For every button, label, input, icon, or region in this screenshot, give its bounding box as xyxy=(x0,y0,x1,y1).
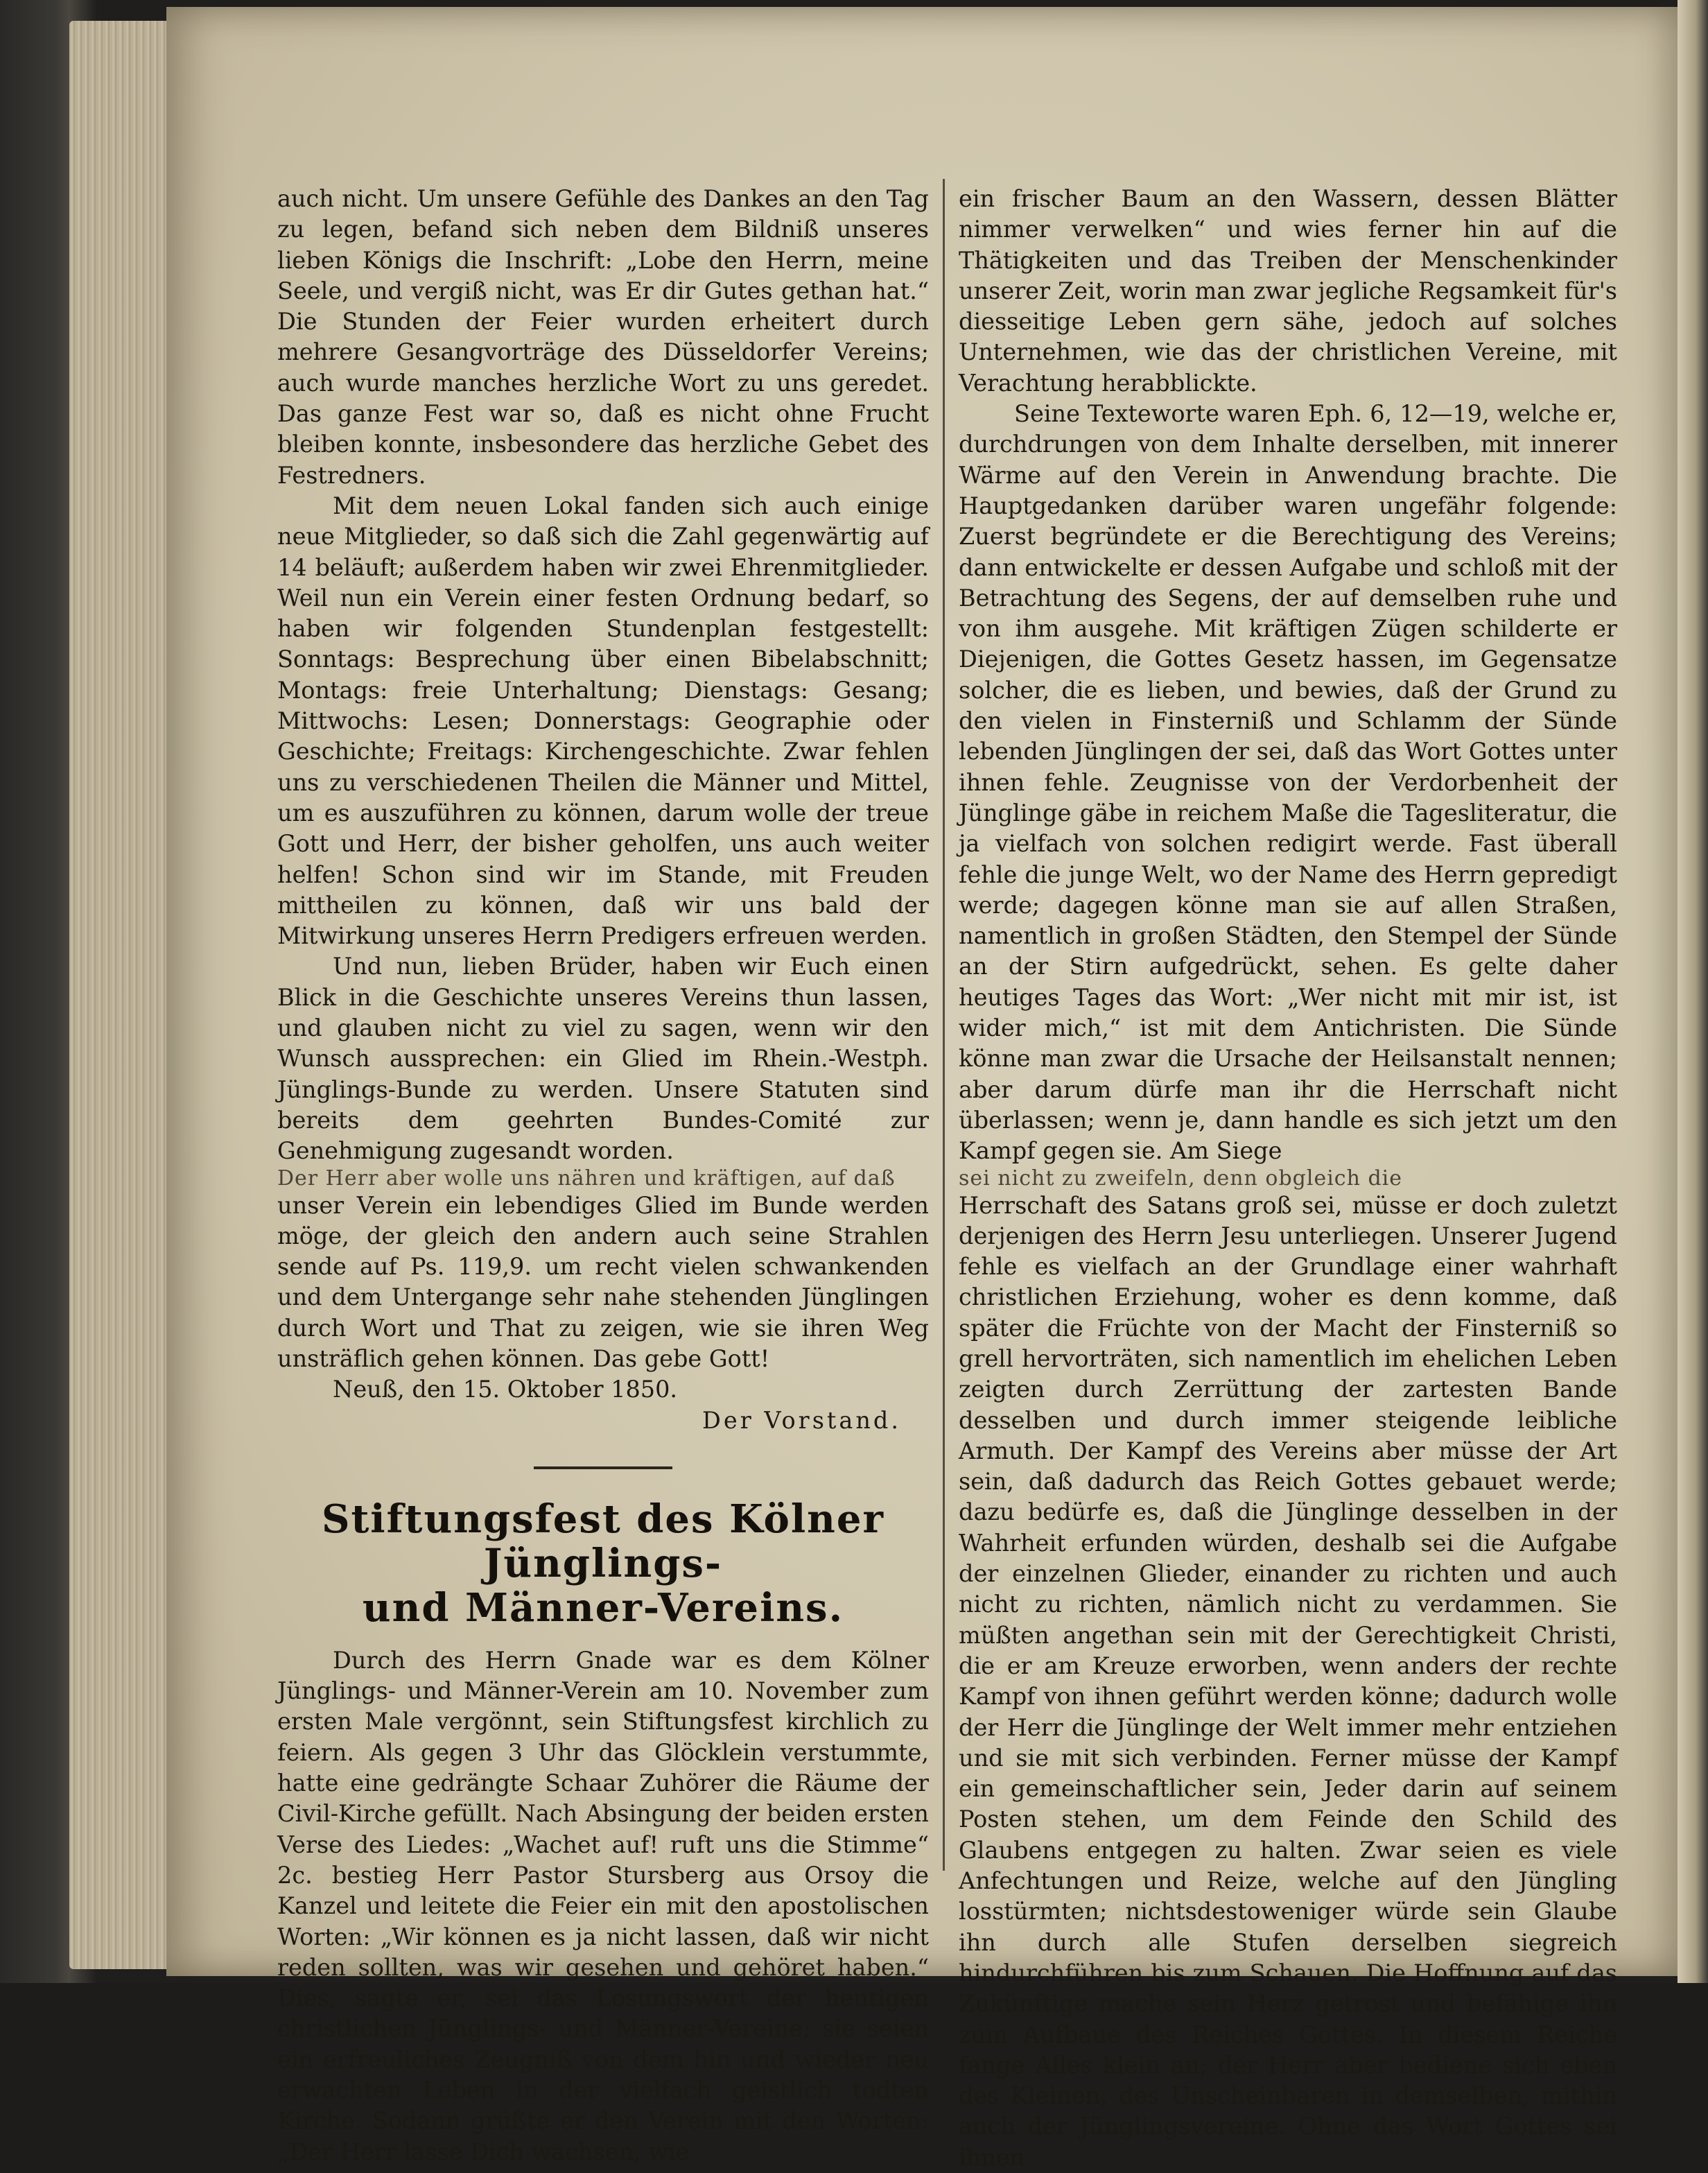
dateline: Neuß, den 15. Oktober 1850. xyxy=(277,1374,929,1405)
next-page-edge xyxy=(1678,0,1708,1983)
section-divider xyxy=(534,1466,672,1469)
right-column xyxy=(959,184,1617,2173)
faded-print-line: Der Herr aber wolle uns nähren und kräftigen, auf daß xyxy=(277,1167,929,1191)
left-column xyxy=(277,184,929,2167)
paragraph: Seine Texteworte waren Eph. 6, 12—19, welche er, durchdrungen von dem Inhalte derselben, mit innerer Wärme auf den Verein in Anwendung brachte. Die Hauptgedanken darüber waren ungefähr folgende: Zuerst begründete er die Berechtigung des Vereins; dann entwickelte er dessen Aufgabe und schloß mit der Betrachtung des Segens, der auf demselben ruhe und von ihm ausgehe. Mit kräftigen Zügen schilderte er Diejenigen, die Gottes Gesetz hassen, im Gegensatze solcher, die es lieben, und bewies, daß der Grund zu den vielen in Finsterniß und Schlamm der Sünde lebenden Jünglingen der sei, daß das Wort Gottes unter ihnen fehle. Zeugnisse von der Verdorbenheit der Jünglinge gäbe in reichem Maße die Tagesliteratur, die ja vielfach von solchen redigirt werde. Fast überall fehle die junge Welt, wo der Name des Herrn gepredigt werde; dagegen könne man sie auf allen Straßen, namentlich in großen Städten, den Stempel der Sünde an der Stirn aufgedrückt, sehen. Es gelte daher heutiges Tages das Wort: „Wer nicht mit mir ist, ist wider mich,“ ist mit dem Antichristen. Die Sünde könne man zwar die Ursache der Heilsanstalt nennen; aber darum dürfe man ihr die Herrschaft nicht überlassen; wenn je, dann handle es sich jetzt um den Kampf gegen sie. Am Siege xyxy=(959,399,1617,1166)
paragraph: unser Verein ein lebendiges Glied im Bunde werden möge, der gleich den andern auch seine Strahlen sende auf Ps. 119,9. um recht vielen schwankenden und dem Untergange sehr nahe stehenden Jünglingen durch Wort und That zu zeigen, wie sie ihren Weg unsträflich gehen können. Das gebe Gott! xyxy=(277,1191,929,1375)
paragraph: Mit dem neuen Lokal fanden sich auch einige neue Mitglieder, so daß sich die Zahl gegenwärtig auf 14 beläuft; außerdem haben wir zwei Ehrenmitglieder. Weil nun ein Verein einer festen Ordnung bedarf, so haben wir folgenden Stundenplan festgestellt: Sonntags: Besprechung über einen Bibelabschnitt; Montags: freie Unterhaltung; Dienstags: Gesang; Mittwochs: Lesen; Donnerstags: Geographie oder Geschichte; Freitags: Kirchengeschichte. Zwar fehlen uns zu verschiedenen Theilen die Männer und Mittel, um es auszuführen zu können, darum wolle der treue Gott und Herr, der bisher geholfen, uns auch weiter helfen! Schon sind wir im Stande, mit Freuden mittheilen zu können, daß wir uns bald der Mitwirkung unseres Herrn Predigers erfreuen werden. xyxy=(277,491,929,951)
heading-line: und Männer-Vereins. xyxy=(277,1586,929,1630)
heading-line: Stiftungsfest des Kölner Jünglings- xyxy=(277,1497,929,1586)
paragraph: Und nun, lieben Brüder, haben wir Euch einen Blick in die Geschichte unseres Vereins thun lassen, und glauben nicht zu viel zu sagen, wenn wir den Wunsch aussprechen: ein Glied im Rhein.-Westph. Jünglings-Bunde zu werden. Unsere Statuten sind bereits dem geehrten Bundes-Comité zur Genehmigung zugesandt worden. xyxy=(277,951,929,1166)
article-heading xyxy=(277,1497,929,1630)
paragraph: Durch des Herrn Gnade war es dem Kölner Jünglings- und Männer-Verein am 10. November zum ersten Male vergönnt, sein Stiftungsfest kirchlich zu feiern. Als gegen 3 Uhr das Glöcklein verstummte, hatte eine gedrängte Schaar Zuhörer die Räume der Civil-Kirche gefüllt. Nach Absingung der beiden ersten Verse des Liedes: „Wachet auf! ruft uns die Stimme“ 2c. bestieg Herr Pastor Stursberg aus Orsoy die Kanzel und leitete die Feier ein mit den apostolischen Worten: „Wir können es ja nicht lassen, daß wir nicht reden sollten, was wir gesehen und gehöret haben.“ Dies, sagte er, sei das Losungswort der heutigen christlichen Jünglings- und Männer-Vereine; sie seien ein erfreuliches Zeugniß von dem hin und wieder neu erwachten Leben in der vielfach geistlich todten Kirche. Sodann grüßte er den Verein mit den Worten: „Der Herr lasse Dich wachsen, wie xyxy=(277,1645,929,2167)
faded-print-line: sei nicht zu zweifeln, denn obgleich die xyxy=(959,1167,1617,1191)
paragraph: auch nicht. Um unsere Gefühle des Dankes an den Tag zu legen, befand sich neben dem Bildniß unseres lieben Königs die Inschrift: „Lobe den Herrn, meine Seele, und vergiß nicht, was Er dir Gutes gethan hat.“ Die Stunden der Feier wurden erheitert durch mehrere Gesangvorträge des Düsseldorfer Vereins; auch wurde manches herzliche Wort zu uns geredet. Das ganze Fest war so, daß es nicht ohne Frucht bleiben konnte, insbesondere das herzliche Gebet des Festredners. xyxy=(277,184,929,491)
paragraph: Herrschaft des Satans groß sei, müsse er doch zuletzt derjenigen des Herrn Jesu unterliegen. Unserer Jugend fehle es vielfach an der Grundlage einer wahrhaft christlichen Erziehung, woher es denn komme, daß später die Früchte von der Macht der Finsterniß so grell hervorträten, sich namentlich im ehelichen Leben zeigten durch Zerrüttung der zartesten Bande desselben und durch immer steigende leibliche Armuth. Der Kampf des Vereins aber müsse der Art sein, daß dadurch das Reich Gottes gebauet werde; dazu bedürfe es, daß die Jünglinge desselben in der Wahrheit erfunden würden, deshalb sei die Aufgabe der einzelnen Glieder, einander zu richten und auch nicht zu richten, nämlich nicht zu verdammen. Sie müßten angethan sein mit der Gerechtigkeit Christi, die er am Kreuze erworben, wenn anders der rechte Kampf von ihnen geführt werden könne; dadurch wolle der Herr die Jünglinge der Welt immer mehr entziehen und sie mit sich verbinden. Ferner müsse der Kampf ein gemeinschaftlicher sein, Jeder darin auf seinem Posten stehen, um dem Feinde den Schild des Glaubens entgegen zu halten. Zwar seien es viele Anfechtungen und Reize, welche auf den Jüngling losstürmten; nichtsdestoweniger würde sein Glaube ihn durch alle Stufen derselben siegreich hindurchführen bis zum Schauen. Die Hoffnung auf das Zukünftige mache sein Herz getrost und befähige ihn zum Aufbaue des Reiches Gottes. In diesem Reiche fange Alles klein an; der Herr aber bediene sich eben des Kleinen, des Unscheinbaren in demselben, mithin auch der Jünglingsvereine. Ohne das Wort Gottes sei ihnen xyxy=(959,1191,1617,2173)
paragraph: ein frischer Baum an den Wassern, dessen Blätter nimmer verwelken“ und wies ferner hin auf die Thätigkeiten und das Treiben der Menschenkinder unserer Zeit, worin man zwar jegliche Regsamkeit für's diesseitige Leben gern sähe, jedoch auf solches Unternehmen, wie das der christlichen Vereine, mit Verachtung herabblickte. xyxy=(959,184,1617,399)
column-divider xyxy=(943,179,945,1871)
signature: Der Vorstand. xyxy=(277,1405,929,1436)
